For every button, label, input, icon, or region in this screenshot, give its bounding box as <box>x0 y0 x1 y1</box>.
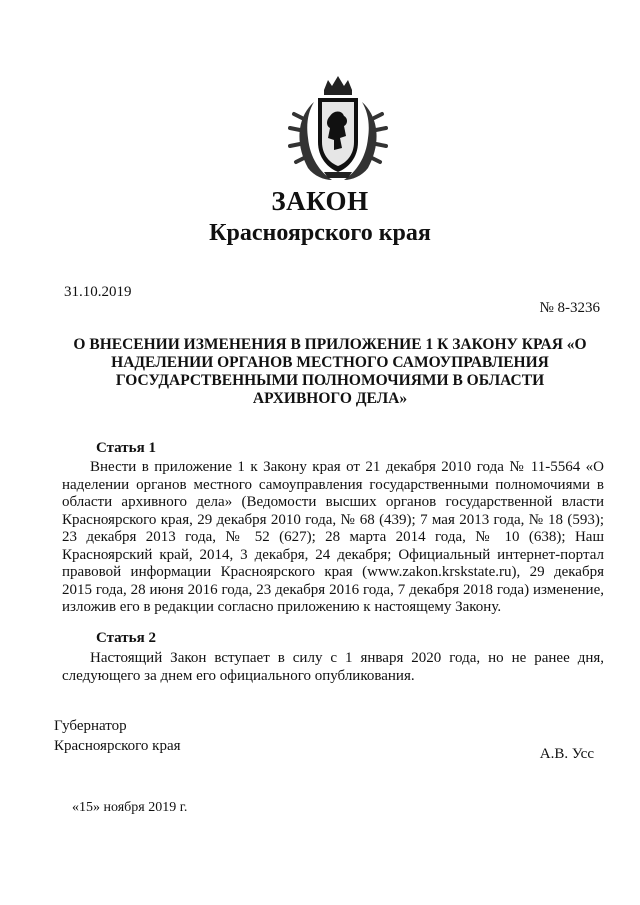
article-1-text: Внести в приложение 1 к Закону края от 21 декабря 2010 года № 11-5564 «О наделении органов местного самоуправления государственными полномочиями в области архивного дела» (Ведомости высших органов государственной власти Красноярского края, 29 декабря 2010 года, № 68 (439); 7 мая 2013 года, № 18 (593); 23 декабря 2013 года, № 52 (627); 28 марта 2014 года, № 10 (638); Наш Красноярский край, 2014, 3 декабря, 24 декабря; Официальный интернет-портал правовой информации Красноярского края (www.zakon.krskstate.ru), 29 декабря 2015 года, 28 июня 2016 года, 23 декабря 2016 года, 7 декабря 2018 года) изменение, изложив его в редакции согласно приложению к настоящему Закону. <box>62 459 604 615</box>
article-1-title: Статья 1 <box>96 440 156 456</box>
document-subtitle: Красноярского края <box>209 220 431 246</box>
article-2-text: Настоящий Закон вступает в силу с 1 января 2020 года, но не ранее дня, следующего за днем его официального опубликования. <box>62 650 604 684</box>
article-2-title: Статья 2 <box>96 630 156 646</box>
law-heading: О ВНЕСЕНИИ ИЗМЕНЕНИЯ В ПРИЛОЖЕНИЕ 1 К ЗАКОНУ КРАЯ «О НАДЕЛЕНИИ ОРГАНОВ МЕСТНОГО САМОУПРАВЛЕНИЯ ГОСУДАРСТВЕННЫМИ ПОЛНОМОЧИЯМИ В ОБЛАСТИ АРХИВНОГО ДЕЛА» <box>73 336 587 407</box>
document-title: ЗАКОН <box>271 186 369 216</box>
law-number: № 8-3236 <box>539 300 600 316</box>
signatory-position-line2: Красноярского края <box>54 738 181 754</box>
signatory-name: А.В. Усс <box>539 746 594 762</box>
coat-of-arms-icon <box>284 72 392 184</box>
signatory-position-line1: Губернатор <box>54 718 127 734</box>
adoption-date: 31.10.2019 <box>64 284 132 300</box>
signing-date: «15» ноября 2019 г. <box>72 800 188 815</box>
